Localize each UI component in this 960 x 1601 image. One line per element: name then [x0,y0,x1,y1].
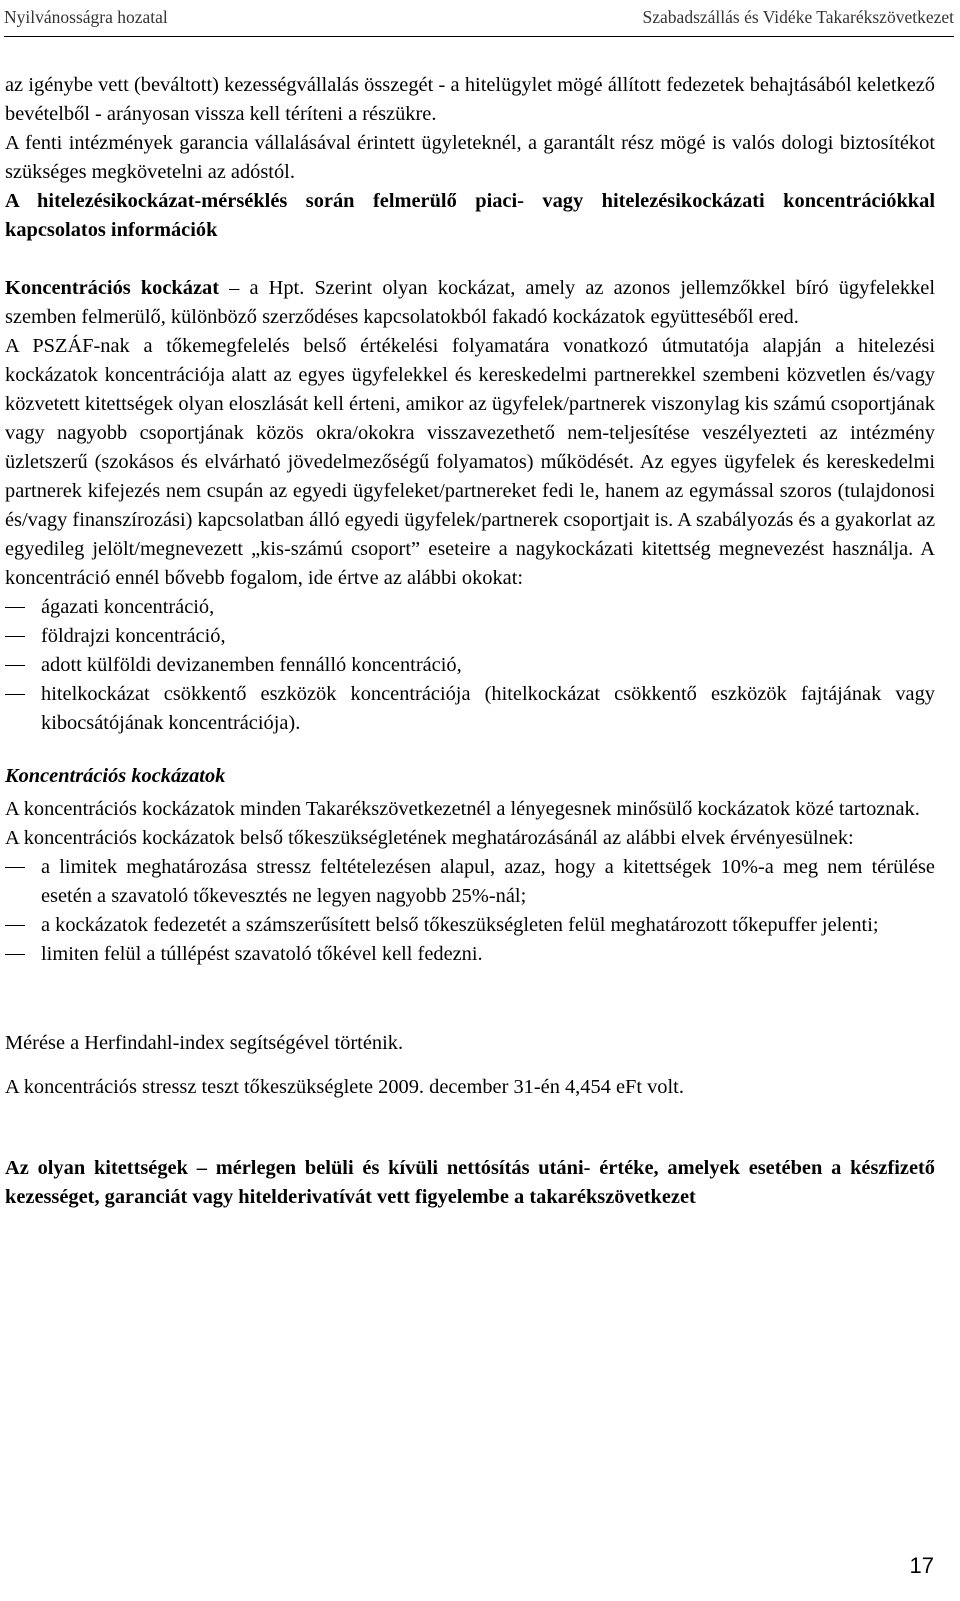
header-right-text: Szabadszállás és Vidéke Takarékszövetkezet [642,6,954,27]
list-item: ágazati koncentráció, [5,593,935,622]
principles-list [5,853,935,969]
section-heading-2: Koncentrációs kockázatok [5,765,226,787]
paragraph-3 [5,274,935,332]
header-divider [4,36,954,37]
page-number: 17 [909,1553,934,1578]
section-heading-1: A hitelezésikockázat-mérséklés során felmerülő piaci- vagy hitelezésikockázati koncentrációkkal kapcsolatos információk [5,190,935,241]
list-item: hitelkockázat csökkentő eszközök koncentrációja (hitelkockázat csökkentő eszközök fajtájának vagy kibocsátójának koncentrációja). [5,680,935,738]
document-body [5,71,935,1212]
paragraph-3-term: Koncentrációs kockázat [5,277,220,299]
paragraph-8: A koncentrációs stressz teszt tőkeszükséglete 2009. december 31-én 4,454 eFt volt. [5,1076,684,1098]
paragraph-5: A koncentrációs kockázatok minden Takarékszövetkezetnél a lényegesnek minősülő kockázatok közé tartoznak. [5,798,920,820]
concentration-causes-list [5,593,935,738]
paragraph-1: az igénybe vett (beváltott) kezességvállalás összegét - a hitelügylet mögé állított fedezetek behajtásából keletkező bevételből - arányosan vissza kell téríteni a részükre. [5,74,935,125]
header-left-text: Nyilvánosságra hozatal [4,6,168,27]
paragraph-2: A fenti intézmények garancia vállalásával érintett ügyleteknél, a garantált rész mögé is valós dologi biztosítékot szükséges megkövetelni az adóstól. [5,132,935,183]
paragraph-4: A PSZÁF-nak a tőkemegfelelés belső értékelési folyamatára vonatkozó útmutatója alapján a hitelezési kockázatok koncentrációja alatt az egyes ügyfelekkel és kereskedelmi partnerekkel szembeni közvetlen és/vagy közvetett kitettségek olyan eloszlását kell érteni, amikor az ügyfelek/partnerek viszonylag kis számú csoportjának vagy nagyobb csoportjának közös okra/okokra visszavezethető nem-teljesítése veszélyezteti az intézmény üzletszerű (szokásos és elvárható jövedelmezőségű folyamatos) működését. Az egyes ügyfelek és kereskedelmi partnerek kifejezés nem csupán az egyedi ügyfeleket/partnereket fedi le, hanem az egymással szoros (tulajdonosi és/vagy finanszírozási) kapcsolatban álló egyedi ügyfelek/partnerek csoportjait is. A szabályozás és a gyakorlat az egyedileg jelölt/megnevezett „kis-számú csoport” eseteire a nagykockázati kitettség megnevezést használja. A koncentráció ennél bővebb fogalom, ide értve az alábbi okokat: [5,335,935,589]
list-item: adott külföldi devizanemben fennálló koncentráció, [5,651,935,680]
page-header [4,0,954,34]
section-heading-3: Az olyan kitettségek – mérlegen belüli és kívüli nettósítás utáni- értéke, amelyek esetében a készfizető kezességet, garanciát vagy hitelderivatívát vett figyelembe a takarékszövetkezet [5,1157,935,1208]
list-item: a kockázatok fedezetét a számszerűsített belső tőkeszükségleten felül meghatározott tőkepuffer jelenti; [5,911,935,940]
list-item: limiten felül a túllépést szavatoló tőkével kell fedezni. [5,940,935,969]
list-item: a limitek meghatározása stressz feltételezésen alapul, azaz, hogy a kitettségek 10%-a meg nem térülése esetén a szavatoló tőkevesztés ne legyen nagyobb 25%-nál; [5,853,935,911]
paragraph-6: A koncentrációs kockázatok belső tőkeszükségletének meghatározásánál az alábbi elvek érvényesülnek: [5,827,854,849]
list-item: földrajzi koncentráció, [5,622,935,651]
paragraph-3-text: – a Hpt. Szerint olyan kockázat, amely az azonos jellemzőkkel bíró ügyfelekkel szemben felmerülő, különböző szerződéses kapcsolatokból fakadó kockázatok együtteséből ered. [5,277,935,328]
paragraph-7: Mérése a Herfindahl-index segítségével történik. [5,1032,404,1054]
